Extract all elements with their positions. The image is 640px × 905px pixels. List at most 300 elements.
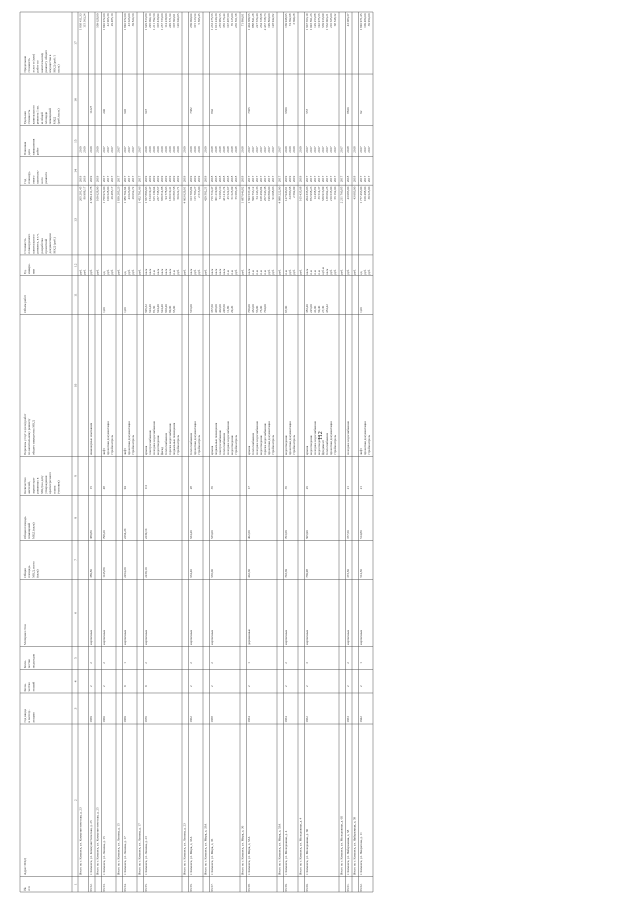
column-header-1: № [23,887,27,891]
row-cost: 267 643,38 [263,186,268,202]
row-work: водоотведение [156,435,161,456]
row-plan-year: 2017 [367,175,372,183]
column-header-11: Объем работ [23,294,27,313]
row-limit: 39 824,50 [131,13,136,27]
row-limit: 1 629 813,80 [144,13,149,31]
row-cost: 1 687 046,82 [240,186,245,204]
row-floors: 2 [210,685,215,687]
row-volume: 603,40 [164,304,169,313]
row-cost: 4 098 222,00 [277,186,282,204]
row-limit: 192 975,56 [317,13,322,28]
row-area: 389,80 [89,569,94,578]
row-cost: 115 706,27 [193,186,198,201]
row-cost: 615 139,04 [152,186,157,202]
row-plan-year: 2019 [197,175,202,183]
row-limit: 539 916,99 [321,13,326,28]
row-unit: руб. [352,269,357,275]
row-address: г. Кимовск, ул. Молодежная, д. 4 [284,830,289,875]
row-unit: руб. [271,269,276,275]
row-floors: 9 [144,685,149,687]
row-plan-year: 2019 [298,175,303,183]
row-cost: 43 026,00 [127,186,132,200]
row-plan-year: 2017 [255,175,260,183]
row-entrances: 2 [346,662,351,664]
row-living-area: 514,80 [359,530,364,540]
row-residents: 17 [247,486,252,490]
row-unit-cost: 240 [102,108,107,114]
column-header-13: планируемого [27,233,32,254]
row-year: 1958 [210,716,215,723]
column-header-13: проектной [44,238,48,254]
row-limit: 210 635,00 [329,13,334,28]
row-cost: 109 628,00 [95,186,100,202]
row-work: водоотведение [309,435,314,456]
row-limit: 169 948,95 [284,13,289,28]
row-unit: руб. [82,269,87,275]
row-end-date: 2017 [116,146,121,153]
row-plan-year: 2017 [247,175,252,183]
row-cost: 109 498,00 [363,186,368,202]
row-cost: 210 635,00 [329,186,334,202]
column-header-9: жителей, [27,481,32,494]
column-header-8: МКД (кв.м) [31,522,36,540]
row-volume: 452,00 [251,304,256,313]
row-limit: 109 628,00 [95,13,100,28]
column-header-13: документации [48,233,53,254]
row-plan-year: 2017 [363,175,368,183]
row-work: проектная документация [363,421,368,456]
row-plan-year: 2017 [123,175,128,183]
column-header-17: ремонту общего [44,49,48,73]
row-volume: 81,60 [152,305,157,313]
row-end-date: 2017 [110,146,115,153]
row-plan-year: 2019 [144,175,149,183]
row-area: 514,50 [359,569,364,578]
row-cost: 80 988,17 [82,186,87,200]
column-header-7: МКД, всего [31,561,36,578]
column-number-14: 14 [73,169,78,173]
row-residents: 28 [189,486,194,490]
row-limit: 199 800,00 [267,13,272,28]
row-plan-year: 2017 [271,175,276,183]
row-cost: 431 411,74 [222,186,227,201]
row-address: Итого по г. Кимовск, ул. Ленина, д. 15 [116,823,121,875]
row-cost: 1 380 702,94 [123,186,128,204]
row-year: 1960 [102,716,107,723]
column-header-14: ного [39,177,44,184]
row-unit: п.м [152,270,157,275]
column-header-14: капиталь- [35,169,40,184]
row-id: 66.59. [284,883,289,892]
row-end-date: 2018 [218,146,223,153]
row-cost: 1 657 896,93 [144,186,149,204]
column-header-10: общего имущества МКД [31,420,36,456]
row-unit: руб. [329,269,334,275]
row-address: г. Кимовск, ул. Мира, д. 53А [247,836,252,875]
row-limit: 255 982,55 [218,13,223,28]
row-work: крыша [210,445,215,456]
row-volume: 706,00 [247,304,252,313]
column-header-9: краткосрочного [48,471,53,494]
row-walls: кирпичные [284,629,289,645]
row-work: лифт [102,448,107,456]
row-unit-cost: 6660 [284,107,289,114]
row-walls: кирпичные [210,629,215,645]
row-cost: 4 589 411,78 [89,186,94,204]
row-unit: руб. [89,269,94,275]
row-unit: руб. [234,269,239,275]
row-cost: 716 710,47 [210,186,215,202]
row-cost: 539 916,99 [321,186,326,202]
row-cost: 138 092,25 [325,186,330,202]
row-cost: 429 582,21 [203,186,208,202]
row-limit: 888 841,28 [251,13,256,28]
row-work: крыша [247,445,252,456]
row-limit: 269 090,04 [189,13,194,28]
row-walls: кирпичные [346,629,351,645]
row-unit: руб. [333,269,338,275]
row-work: водоотведение [284,435,289,456]
row-plan-year: 2019 [152,175,157,183]
row-address: г. Кимовск, ул. Мира, д. 36 [210,838,215,875]
row-id: 66.58. [247,883,252,892]
row-end-date: 2019 [172,146,177,153]
column-header-9: МКД на дату [39,475,44,494]
row-unit-cost: 11227 [89,105,94,114]
row-volume: 357,60 [210,304,215,313]
row-walls: деревянные [247,629,252,645]
row-limit: 107 487,00 [226,13,231,28]
column-header-17: стоимость [27,58,32,73]
row-living-area: 402,60 [247,530,252,540]
row-work: проектная документация [329,421,334,456]
row-unit: п.м [251,270,256,275]
column-header-13: МКД (руб.) [52,237,57,254]
row-unit: руб. [367,269,372,275]
row-end-date: 2019 [156,146,161,153]
row-plan-year: 2017 [309,175,314,183]
row-year: 1942 [359,716,364,723]
row-volume: 29,20 [230,305,235,313]
row-floors: 2 [305,685,310,687]
row-walls: кирпичные [189,629,194,645]
row-residents: 26 [305,486,310,490]
row-work: стройконтроль [292,434,297,456]
column-header-16: площади [44,111,48,125]
row-plan-year: 2019 [292,175,297,183]
row-cost: 94 778,03 [164,186,169,200]
row-living-area: 2239,10 [144,528,149,540]
row-walls: кирпичные [89,629,94,645]
row-cost: 43 083,00 [346,186,351,200]
row-unit-cost: 7365 [247,107,252,114]
row-floors: 2 [189,685,194,687]
column-number-10: 10 [73,383,78,388]
row-end-date: 2017 [255,146,260,153]
row-cost: 1 452 791,66 [137,186,142,204]
row-unit: руб. [116,269,121,275]
row-floors: 2 [359,685,364,687]
row-work: водоотведение [317,435,322,456]
column-number-1: 1 [73,883,78,886]
row-limit: 2 437 728,73 [263,13,268,31]
row-address: Итого по г. Кимовск, ул. Коммунистическая, д. 23 [78,807,83,875]
row-work: подвальные помещения [214,422,219,456]
row-cost: 1 777 463,00 [359,186,364,204]
column-header-17: имущества в [48,54,53,73]
row-id: 66.62. [359,883,364,892]
row-limit: 70 125,00 [230,13,235,27]
row-plan-year: 2017 [321,175,326,183]
row-cost: 43 083,00 [352,186,357,200]
row-address: г. Кимовск, ул. Ленина, д. 15 [102,836,107,875]
row-end-date: 2019 [89,146,94,153]
row-limit: 1 233 275,56 [210,13,215,31]
row-end-date: 2019 [284,146,289,153]
row-id: 66.56. [189,883,194,892]
column-header-16: помещений [48,108,53,125]
row-floors: 2 [247,685,252,687]
row-cost: 4 603 029,01 [182,186,187,204]
column-number-9: 9 [73,475,78,477]
column-header-10: Перечень услуг и (или) работ [23,413,27,456]
row-unit: кв.м [247,268,252,275]
row-limit: 318 693,91 [172,13,177,28]
row-living-area: 798,20 [102,530,107,540]
row-unit: п.м [309,270,314,275]
row-volume: 248,60 [222,304,227,313]
row-unit: руб. [298,269,303,275]
row-address: г. Кимовск, ул. Коммунистическая, д. 25 [89,820,94,875]
row-floors: 9 [123,685,128,687]
row-end-date: 2017 [102,146,107,153]
row-end-date: 2018 [352,146,357,153]
row-volume: 97,00 [284,305,289,313]
row-residents: 35 [284,486,289,490]
column-header-13: ремонта, в т.ч. [35,233,40,254]
column-header-7: Общая [23,568,27,578]
row-end-date: 2017 [106,146,111,153]
column-number-11: 11 [73,293,78,297]
row-unit: кв.м [156,268,161,275]
column-header-9: утверждения [44,475,48,494]
row-unit: руб. [288,269,293,275]
row-cost: 109 628,00 [106,186,111,202]
row-work: холодное водоснабжение [152,420,157,456]
row-cost: 29 062,72 [131,186,136,200]
row-unit-cost: 8820 [346,107,351,114]
row-cost: 55 683,45 [234,186,239,200]
row-plan-year: 2017 [325,175,330,183]
row-volume: 624,40 [156,304,161,313]
row-end-date: 2019 [182,146,187,153]
row-limit: 1 211 792,50 [152,13,157,31]
row-end-date: 2018 [234,146,239,153]
row-unit: руб. [127,269,132,275]
row-entrances: 1 [247,662,252,664]
row-address: Итого по г. Кимовск, ул. Мира, д. 33А [203,823,208,875]
table-group [20,12,373,892]
column-header-4: чество [27,682,32,692]
column-header-9: Количество [23,477,27,494]
row-unit: руб. [193,269,198,275]
column-header-16: (руб./кв.м.) [56,108,61,125]
row-plan-year: 2017 [110,175,115,183]
row-plan-year: 2017 [259,175,264,183]
row-unit: руб. [131,269,136,275]
column-header-12: Ед. [23,269,27,275]
column-header-3: атацию [31,712,36,723]
row-unit-cost: 92 [359,110,364,114]
column-header-15: дата [27,149,32,156]
row-plan-year: 2018 [352,175,357,183]
row-end-date: 2017 [267,146,272,153]
row-limit: 1 093 591,26 [309,13,314,31]
row-unit: руб. [110,269,115,275]
row-volume: 41,00 [313,305,318,313]
column-header-4: этажей [31,681,36,692]
row-volume: 56,00 [255,305,260,313]
row-unit: п.м [317,270,322,275]
row-end-date: 2019 [82,146,87,153]
row-plan-year: 2019 [156,175,161,183]
row-address: г. Кимовск, ул. Некрасова, д. 11 [359,832,364,875]
column-header-14: ремонта [44,172,48,184]
row-address: г. Кимовск, ул. Ленина, д. 17 [123,836,128,875]
row-work: крыша [305,445,310,456]
row-cost: 2 211 760,85 [339,186,344,204]
row-plan-year: 2017 [339,175,344,183]
row-limit: 1 404 389,55 [247,13,252,31]
row-work: проектная документация [106,421,111,456]
row-end-date: 2019 [292,146,297,153]
column-number-15: 15 [73,139,78,143]
column-header-5: чество [27,658,32,669]
column-header-16: м общей [39,112,44,125]
row-unit: руб. [78,269,83,275]
row-end-date: 2019 [298,146,303,153]
row-limit: 264 728,68 [259,13,264,28]
row-volume: 11,80 [226,305,231,313]
row-volume: 59,40 [317,305,322,313]
row-work: стройконтроль [271,434,276,456]
row-unit: руб. [95,269,100,275]
row-plan-year: 2018 [240,175,245,183]
row-unit: руб. [240,269,245,275]
row-limit: 39 954,00 [367,13,372,27]
row-end-date: 2019 [189,146,194,153]
row-year: 1962 [189,716,194,723]
column-header-10: по капитальному ремонту [27,418,32,456]
row-entrances: 2 [89,662,94,664]
row-limit: 1 607 653,19 [305,13,310,31]
row-limit: 1 013 240,30 [214,13,219,31]
row-unit: кв.м [164,268,169,275]
row-cost: 65 162,00 [333,186,338,200]
row-end-date: 2019 [164,146,169,153]
row-cost: 205 281,45 [78,186,83,202]
row-limit: 1 805 411,33 [78,13,83,31]
row-unit: руб. [346,269,351,275]
row-volume: 1,00 [123,307,128,313]
column-number-13: 13 [73,218,78,222]
row-floors: 2 [102,685,107,687]
row-living-area: 505,90 [305,530,310,540]
row-work: проектная документация [267,421,272,456]
row-end-date: 2018 [222,146,227,153]
row-volume: 516,00 [189,304,194,313]
row-plan-year: 2017 [277,175,282,183]
row-work: теплоснабжение [222,432,227,456]
row-cost: 199 800,00 [267,186,272,202]
row-end-date: 2017 [259,146,264,153]
row-plan-year: 2019 [95,175,100,183]
row-volume: 454,42 [325,304,330,313]
row-end-date: 2017 [305,146,310,153]
column-number-16: 16 [73,98,78,102]
row-cost: 2 515,00 [197,186,202,198]
row-end-date: 2019 [78,146,83,153]
row-plan-year: 2017 [329,175,334,183]
row-work: лифт [123,448,128,456]
row-cost: 108 460,84 [259,186,264,202]
row-living-area: 703,69 [284,530,289,540]
row-entrances: 2 [210,662,215,664]
row-plan-year: 2019 [82,175,87,183]
row-address: г. Кимовск, ул. Набережная, д. 58 [346,829,351,875]
row-end-date: 2017 [131,146,136,153]
row-living-area: 389,80 [89,530,94,540]
row-end-date: 2017 [271,146,276,153]
row-plan-year: 2017 [102,175,107,183]
row-id: 66.55. [144,883,149,892]
row-floors: 2 [284,685,289,687]
column-header-6: Материал стен [23,624,27,645]
row-end-date: 2019 [193,146,198,153]
row-volume: 99,00 [168,305,173,313]
row-volume: 704,00 [263,304,268,313]
row-limit: 74 392,08 [288,13,293,27]
row-address: Итого по г. Кимовск, ул. Мира, д. 36 [240,825,245,875]
row-work: стройконтроль [110,434,115,456]
row-residents: 15 [89,486,94,490]
row-floors: 2 [346,685,351,687]
row-end-date: 2017 [333,146,338,153]
row-work: фундамент [321,440,326,456]
row-limit: 129 253,88 [313,13,318,28]
row-year: 1970 [144,716,149,723]
row-end-date: 2017 [313,146,318,153]
row-residents: 111 [144,484,149,490]
row-end-date: 2017 [359,146,364,153]
column-number-6: 6 [73,612,78,614]
row-end-date: 2017 [137,146,142,153]
column-header-16: капитального [31,105,36,125]
row-unit: п.м [284,270,289,275]
row-unit: п.м [313,270,318,275]
row-plan-year: 2018 [210,175,215,183]
column-header-14: емого [31,175,36,184]
row-end-date: 2019 [152,146,157,153]
row-cost: 34 896,68 [288,186,293,200]
row-end-date: 2017 [339,146,344,153]
row-unit: п.м [259,270,264,275]
row-address: г. Кимовск, ул. Мира, д. 33А [189,836,194,875]
column-number-12: 12 [73,263,78,267]
row-unit: руб. [197,269,202,275]
row-limit: 43 083,37 [346,13,351,27]
row-plan-year: 2019 [78,175,83,183]
